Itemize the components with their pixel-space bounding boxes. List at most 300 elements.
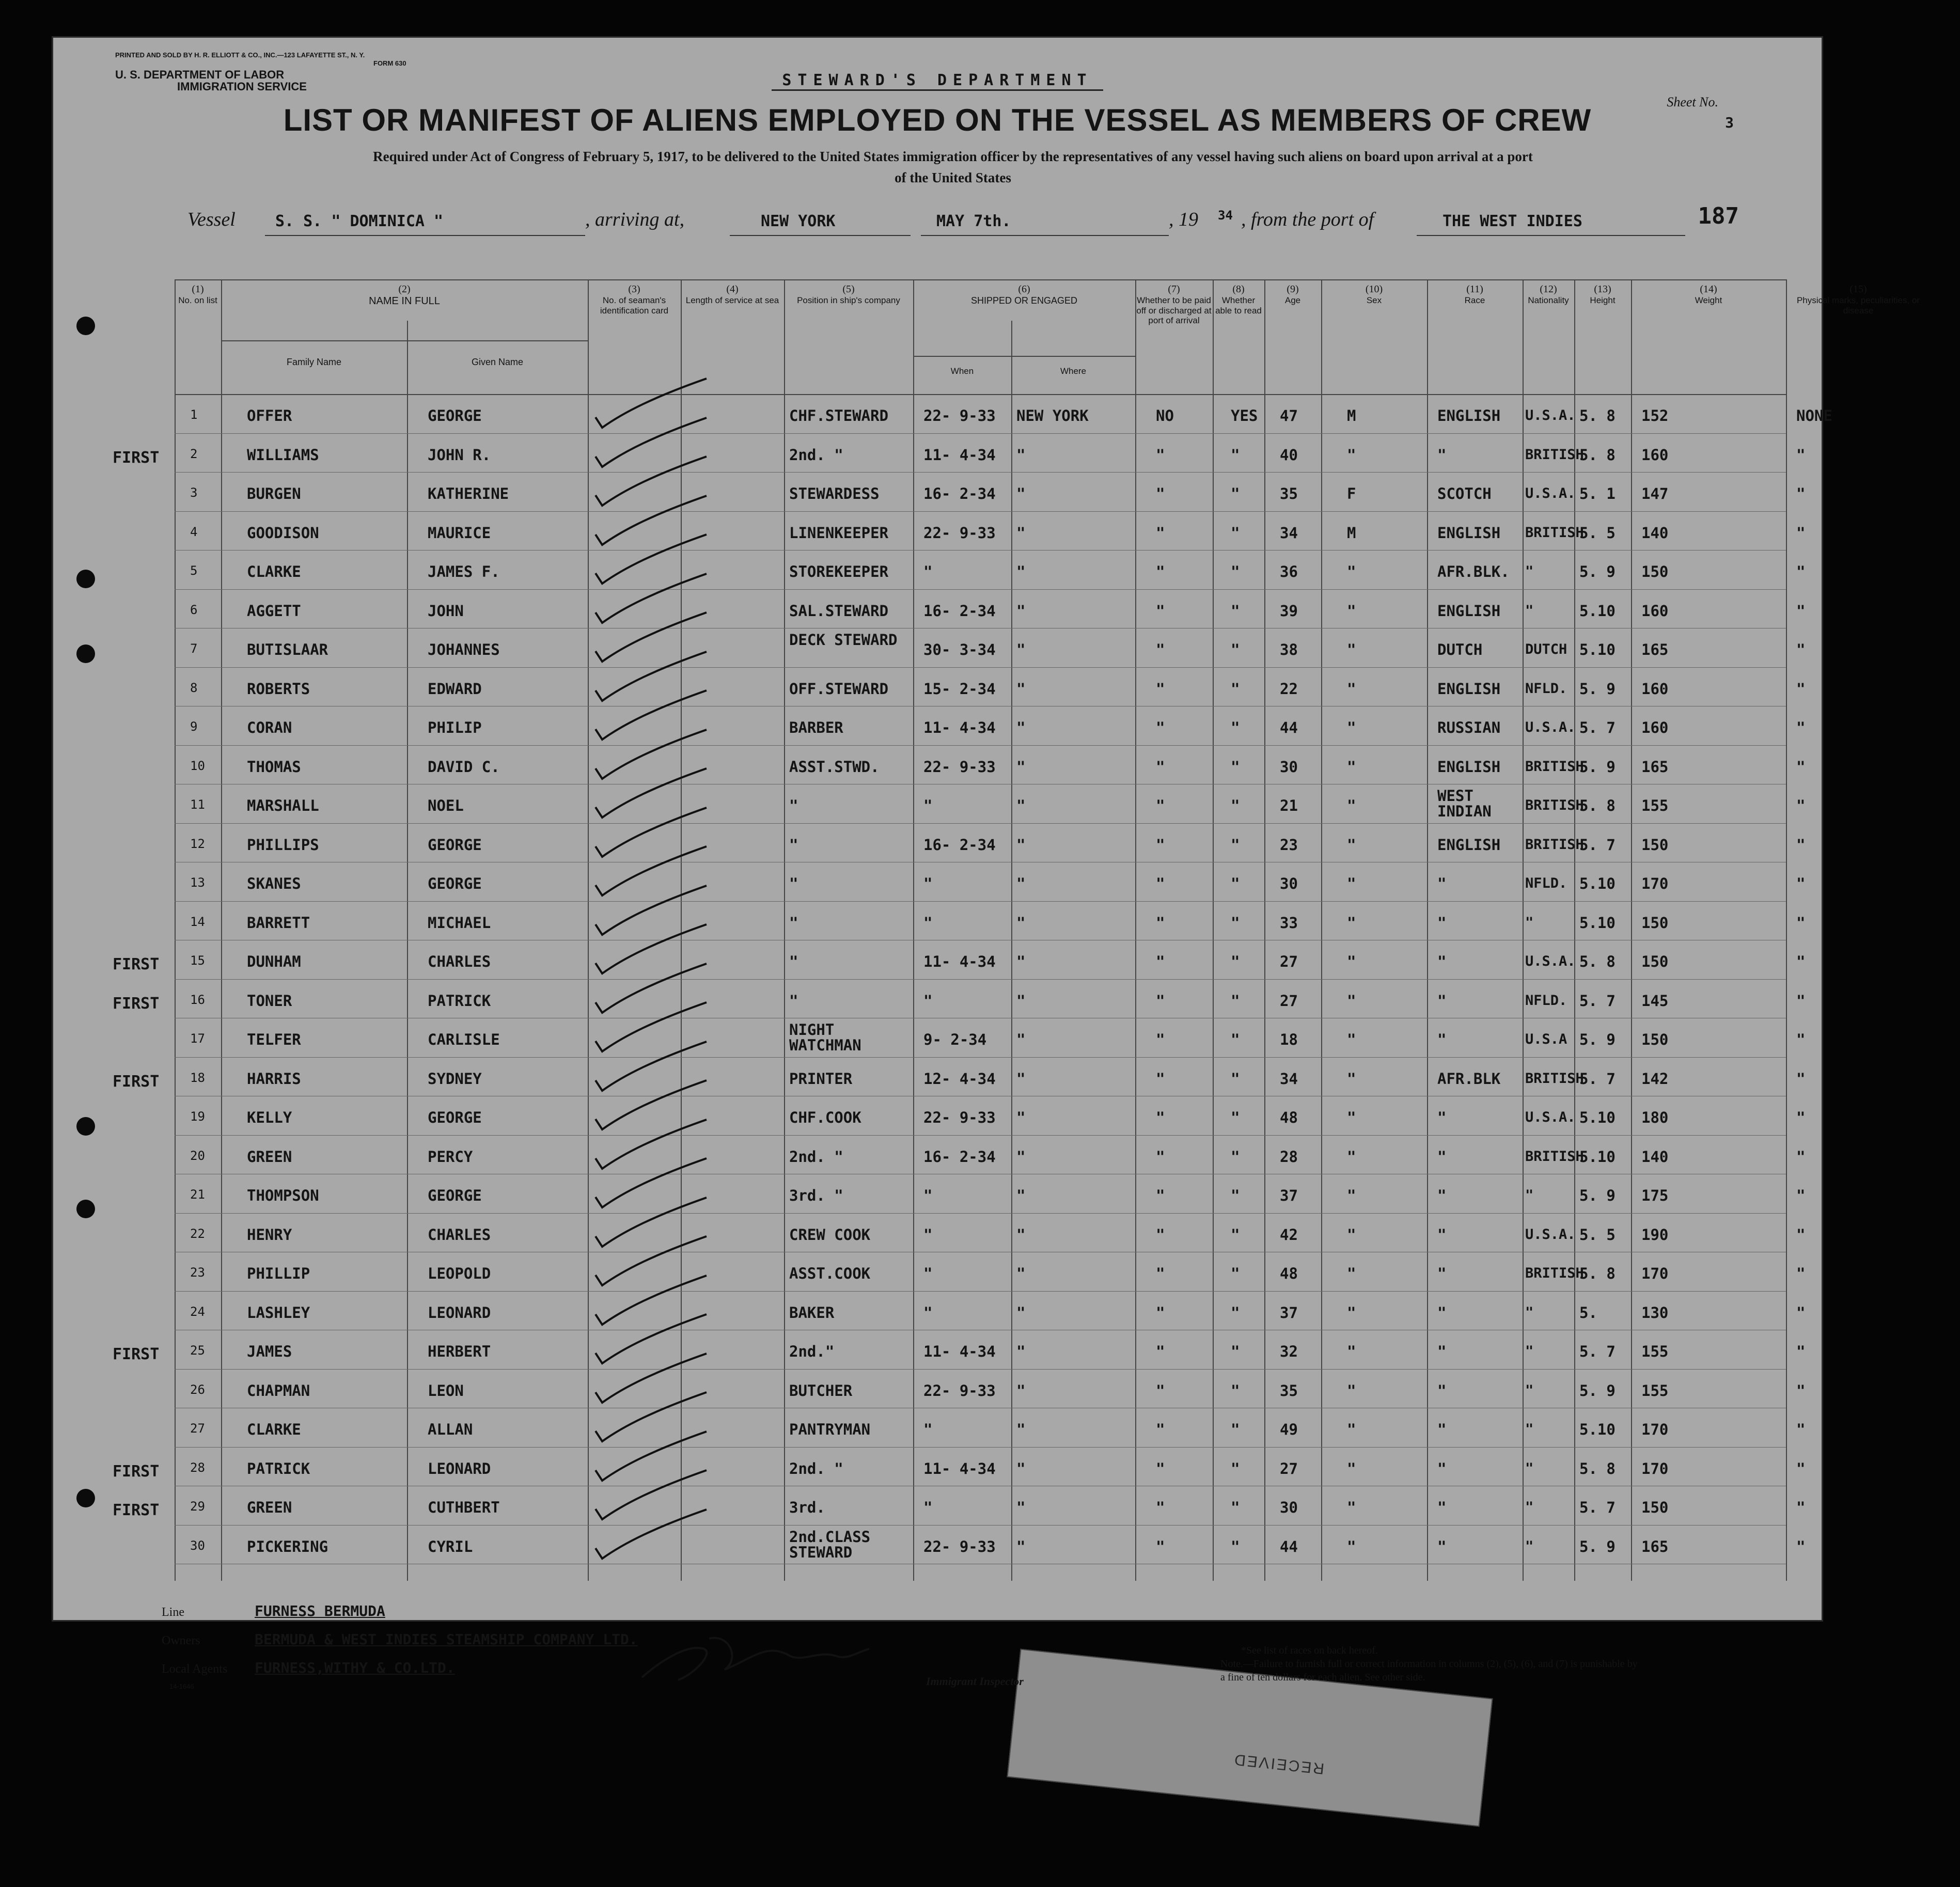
cell-when: 22- 9-33: [923, 1109, 996, 1126]
cell-weight: 147: [1641, 485, 1669, 502]
cell-where: ": [1016, 1459, 1026, 1477]
cell-height: 5. 5: [1579, 524, 1616, 542]
cell-where: ": [1016, 836, 1026, 854]
cell-height: 5. 7: [1579, 836, 1616, 854]
cell-height: 5. 8: [1579, 1265, 1616, 1282]
cell-sex: F: [1347, 485, 1356, 502]
margin-annotation: FIRST: [113, 994, 160, 1013]
cell-paid-off: ": [1156, 1147, 1165, 1166]
cell-paid-off: ": [1156, 758, 1165, 776]
cell-sex: ": [1347, 1381, 1356, 1399]
cell-paid-off: ": [1156, 1109, 1165, 1126]
cell-paid-off: ": [1156, 524, 1165, 542]
cell-nationality: BRITISH: [1525, 1070, 1584, 1087]
cell-given: MAURICE: [428, 524, 491, 542]
cell-family: PHILLIP: [247, 1265, 310, 1282]
arrival-port: NEW YORK: [761, 212, 836, 230]
cell-family: PHILLIPS: [247, 836, 319, 854]
cell-when: 22- 9-33: [923, 1537, 996, 1555]
cell-paid-off: ": [1156, 641, 1165, 658]
cell-family: BUTISLAAR: [247, 641, 328, 658]
cell-nationality: ": [1525, 1538, 1534, 1554]
cell-race: ENGLISH: [1437, 758, 1501, 776]
cell-age: 34: [1280, 1070, 1298, 1088]
cell-age: 35: [1280, 1381, 1298, 1399]
table-row: [175, 550, 1806, 589]
owners-label: Owners: [162, 1634, 200, 1647]
cell-age: 30: [1280, 1499, 1298, 1516]
table-row: [175, 394, 1832, 433]
cell-given: DAVID C.: [428, 758, 500, 776]
cell-nationality: BRITISH: [1525, 1265, 1584, 1281]
cell-height: 5. 9: [1579, 1031, 1616, 1048]
cell-marks: ": [1796, 992, 1806, 1010]
cell-nationality: NFLD.: [1525, 992, 1567, 1009]
cell-race: ": [1437, 992, 1447, 1010]
cell-where: ": [1016, 485, 1026, 502]
header-family-name: Family Name: [286, 357, 341, 367]
cell-race: ": [1437, 1265, 1447, 1282]
table-row: [175, 1135, 1806, 1174]
cell-nationality: NFLD.: [1525, 680, 1567, 697]
header-sex: (10) Sex: [1365, 284, 1383, 305]
cell-read: ": [1231, 680, 1240, 698]
sheet-number: 3: [1725, 114, 1734, 131]
cell-read: ": [1231, 1303, 1240, 1322]
cell-family: THOMAS: [247, 758, 301, 776]
header-paid-off: (7) Whether to be paid off or discharged at port of arrival: [1136, 284, 1212, 326]
cell-read: ": [1231, 446, 1240, 464]
binder-hole: [76, 1117, 95, 1136]
cell-race: DUTCH: [1437, 641, 1483, 658]
cell-position: BARBER: [789, 719, 843, 736]
cell-where: ": [1016, 446, 1026, 464]
crew-table: [113, 279, 1920, 1581]
cell-given: NOEL: [428, 797, 464, 814]
cell-where: ": [1016, 875, 1026, 892]
cell-family: HENRY: [247, 1225, 292, 1244]
cell-given: EDWARD: [428, 680, 482, 698]
cell-no: 20: [190, 1148, 205, 1163]
agency-name: U. S. DEPARTMENT OF LABOR IMMIGRATION SERVICE: [115, 68, 307, 93]
cell-no: 4: [190, 524, 198, 539]
margin-annotation: FIRST: [113, 1345, 160, 1363]
cell-nationality: BRITISH: [1525, 836, 1584, 853]
cell-no: 12: [190, 836, 205, 851]
cell-position: CHF.STEWARD: [789, 407, 889, 424]
cell-position: SAL.STEWARD: [789, 602, 889, 620]
cell-weight: 190: [1641, 1225, 1669, 1244]
cell-where: ": [1016, 641, 1026, 658]
table-row: [175, 1408, 1806, 1447]
cell-marks: ": [1796, 1499, 1806, 1516]
cell-when: ": [923, 992, 933, 1010]
cell-height: 5. 9: [1579, 680, 1616, 698]
cell-paid-off: ": [1156, 1499, 1165, 1516]
cell-family: JAMES: [247, 1343, 292, 1360]
cell-age: 42: [1280, 1225, 1298, 1244]
cell-position: ASST.STWD.: [789, 758, 880, 776]
cell-paid-off: ": [1156, 1187, 1165, 1204]
cell-weight: 170: [1641, 1421, 1669, 1438]
cell-read: ": [1231, 1343, 1240, 1360]
cell-read: ": [1231, 1225, 1240, 1244]
cell-age: 33: [1280, 914, 1298, 932]
cell-weight: 175: [1641, 1187, 1669, 1204]
cell-when: 22- 9-33: [923, 758, 996, 776]
sheet-label: Sheet No.: [1667, 95, 1718, 109]
cell-height: 5.10: [1579, 1109, 1616, 1126]
cell-position: NIGHT WATCHMAN: [789, 1021, 861, 1055]
cell-family: PATRICK: [247, 1459, 310, 1477]
cell-no: 16: [190, 992, 205, 1007]
cell-when: 11- 4-34: [923, 719, 996, 736]
table-row: [175, 706, 1806, 745]
cell-marks: ": [1796, 1031, 1806, 1048]
cell-when: 11- 4-34: [923, 1343, 996, 1360]
table-row: [113, 1486, 1806, 1525]
cell-race: ": [1437, 914, 1447, 932]
cell-no: 29: [190, 1499, 205, 1514]
binder-hole: [76, 1489, 95, 1507]
cell-marks: ": [1796, 1343, 1806, 1360]
cell-weight: 150: [1641, 1031, 1669, 1048]
binder-hole: [76, 644, 95, 663]
table-row: [113, 979, 1806, 1018]
table-row: [113, 1057, 1806, 1096]
cell-weight: 160: [1641, 446, 1669, 464]
table-row: [175, 667, 1806, 706]
cell-given: GEORGE: [428, 875, 482, 892]
cell-age: 28: [1280, 1147, 1298, 1166]
cell-when: ": [923, 563, 933, 580]
cell-weight: 140: [1641, 1147, 1669, 1166]
cell-where: ": [1016, 1109, 1026, 1126]
cell-given: CYRIL: [428, 1537, 473, 1555]
cell-height: 5. 8: [1579, 953, 1616, 970]
cell-no: 11: [190, 797, 205, 812]
cell-race: SCOTCH: [1437, 485, 1492, 502]
cell-weight: 150: [1641, 914, 1669, 932]
cell-age: 37: [1280, 1187, 1298, 1204]
printer-note: PRINTED AND SOLD BY H. R. ELLIOTT & CO., INC.—123 LAFAYETTE ST., N. Y. FORM 630: [115, 51, 406, 67]
check-mark-icon: [593, 1507, 712, 1564]
cell-weight: 170: [1641, 875, 1669, 892]
cell-no: 23: [190, 1265, 205, 1280]
table-row: [113, 433, 1806, 473]
cell-read: ": [1231, 1381, 1240, 1399]
cell-marks: ": [1796, 602, 1806, 620]
cell-read: ": [1231, 719, 1240, 736]
cell-where: ": [1016, 1265, 1026, 1282]
table-row: [113, 1330, 1806, 1369]
cell-age: 37: [1280, 1303, 1298, 1322]
cell-no: 5: [190, 563, 198, 578]
cell-when: ": [923, 1303, 933, 1322]
cell-family: TELFER: [247, 1031, 301, 1048]
cell-paid-off: ": [1156, 1265, 1165, 1282]
cell-sex: ": [1347, 563, 1356, 580]
cell-weight: 152: [1641, 407, 1669, 424]
cell-given: CHARLES: [428, 1225, 491, 1244]
cell-sex: ": [1347, 680, 1356, 698]
cell-position: CREW COOK: [789, 1225, 871, 1244]
cell-when: 22- 9-33: [923, 524, 996, 542]
margin-annotation: FIRST: [113, 1462, 160, 1481]
header-able-to-read: (8) Whether able to read: [1215, 284, 1262, 316]
cell-paid-off: NO: [1156, 407, 1174, 424]
cell-read: ": [1231, 914, 1240, 932]
cell-height: 5. 8: [1579, 446, 1616, 464]
cell-when: 16- 2-34: [923, 602, 996, 620]
cell-age: 34: [1280, 524, 1298, 542]
cell-where: ": [1016, 914, 1026, 932]
cell-family: DUNHAM: [247, 953, 301, 970]
cell-family: BARRETT: [247, 914, 310, 932]
cell-paid-off: ": [1156, 1421, 1165, 1438]
cell-no: 9: [190, 719, 198, 734]
cell-sex: ": [1347, 1459, 1356, 1477]
cell-read: ": [1231, 1031, 1240, 1048]
manifest-sheet: [52, 36, 1920, 1690]
binder-hole: [76, 1200, 95, 1218]
cell-paid-off: ": [1156, 563, 1165, 580]
header-given-name: Given Name: [471, 357, 524, 367]
cell-paid-off: ": [1156, 992, 1165, 1010]
page-number: 187: [1698, 203, 1739, 229]
cell-nationality: U.S.A.: [1525, 953, 1576, 969]
cell-given: MICHAEL: [428, 914, 491, 932]
cell-height: 5. 8: [1579, 1459, 1616, 1477]
table-row: [175, 589, 1806, 628]
cell-sex: ": [1347, 992, 1356, 1010]
cell-where: ": [1016, 719, 1026, 736]
cell-given: CHARLES: [428, 953, 491, 970]
cell-marks: ": [1796, 1381, 1806, 1399]
cell-weight: 142: [1641, 1070, 1669, 1088]
cell-given: SYDNEY: [428, 1070, 482, 1088]
margin-annotation: FIRST: [113, 955, 160, 973]
cell-race: ENGLISH: [1437, 602, 1501, 620]
cell-height: 5.: [1579, 1303, 1597, 1322]
cell-marks: ": [1796, 563, 1806, 580]
cell-position: ASST.COOK: [789, 1265, 871, 1282]
cell-family: OFFER: [247, 407, 292, 424]
cell-no: 19: [190, 1109, 205, 1124]
cell-nationality: NFLD.: [1525, 875, 1567, 891]
table-row: [175, 628, 1806, 667]
cell-marks: ": [1796, 1421, 1806, 1438]
cell-marks: ": [1796, 914, 1806, 932]
cell-given: PHILIP: [428, 719, 482, 736]
cell-nationality: U.S.A.: [1525, 407, 1576, 423]
cell-race: ENGLISH: [1437, 680, 1501, 698]
cell-given: PATRICK: [428, 992, 491, 1010]
cell-family: CORAN: [247, 719, 292, 736]
cell-read: ": [1231, 1459, 1240, 1477]
line-label: Line: [162, 1606, 184, 1619]
vessel-label: Vessel: [187, 209, 236, 230]
cell-marks: ": [1796, 953, 1806, 970]
cell-read: ": [1231, 1147, 1240, 1166]
cell-position: STOREKEEPER: [789, 563, 889, 580]
cell-nationality: ": [1525, 563, 1534, 579]
table-row: [175, 1291, 1806, 1330]
cell-age: 27: [1280, 953, 1298, 970]
cell-read: ": [1231, 1187, 1240, 1204]
cell-marks: ": [1796, 1225, 1806, 1244]
cell-where: ": [1016, 524, 1026, 542]
cell-weight: 155: [1641, 1381, 1669, 1399]
cell-race: ENGLISH: [1437, 407, 1501, 424]
table-row: [175, 1252, 1806, 1291]
table-row: [175, 823, 1806, 862]
cell-age: 30: [1280, 875, 1298, 892]
cell-nationality: DUTCH: [1525, 641, 1567, 657]
cell-family: AGGETT: [247, 602, 301, 620]
cell-read: ": [1231, 992, 1240, 1010]
cell-family: CLARKE: [247, 563, 301, 580]
cell-where: ": [1016, 1225, 1026, 1244]
cell-when: 11- 4-34: [923, 446, 996, 464]
cell-nationality: ": [1525, 1343, 1534, 1359]
cell-where: ": [1016, 602, 1026, 620]
cell-no: 15: [190, 953, 205, 968]
cell-marks: ": [1796, 758, 1806, 776]
cell-read: ": [1231, 1265, 1240, 1282]
cell-when: 11- 4-34: [923, 953, 996, 970]
cell-sex: ": [1347, 719, 1356, 736]
cell-no: 30: [190, 1538, 205, 1553]
cell-family: GOODISON: [247, 524, 319, 542]
cell-age: 22: [1280, 680, 1298, 698]
cell-sex: ": [1347, 1421, 1356, 1438]
cell-nationality: ": [1525, 1499, 1534, 1515]
cell-read: ": [1231, 758, 1240, 776]
cell-age: 44: [1280, 1537, 1298, 1555]
cell-sex: ": [1347, 1537, 1356, 1555]
cell-height: 5. 9: [1579, 1537, 1616, 1555]
header-shipped-engaged: (6) SHIPPED OR ENGAGED: [970, 284, 1078, 306]
cell-nationality: BRITISH: [1525, 797, 1584, 813]
cell-where: ": [1016, 953, 1026, 970]
cell-position: ": [789, 953, 798, 970]
cell-paid-off: ": [1156, 1343, 1165, 1360]
header-when: When: [950, 366, 974, 376]
header-race: (11) Race: [1464, 284, 1485, 305]
cell-height: 5. 7: [1579, 1070, 1616, 1088]
cell-paid-off: ": [1156, 680, 1165, 698]
cell-age: 49: [1280, 1421, 1298, 1438]
cell-age: 32: [1280, 1343, 1298, 1360]
cell-weight: 165: [1641, 758, 1669, 776]
cell-age: 36: [1280, 563, 1298, 580]
cell-position: BAKER: [789, 1303, 835, 1322]
cell-when: 22- 9-33: [923, 407, 996, 424]
cell-height: 5. 8: [1579, 407, 1616, 424]
cell-given: LEOPOLD: [428, 1265, 491, 1282]
cell-height: 5.10: [1579, 1421, 1616, 1438]
cell-when: ": [923, 914, 933, 932]
cell-read: ": [1231, 836, 1240, 854]
cell-weight: 150: [1641, 953, 1669, 970]
cell-family: TONER: [247, 992, 292, 1010]
cell-sex: ": [1347, 1303, 1356, 1322]
penalty-note: *See list of races on back hereof. Note.—Failure to furnish full or correct information in columns (2), (5), (6), and (7) is punishable by a fine of ten dollars for each alien. See other side.: [1220, 1645, 1638, 1683]
cell-where: ": [1016, 1187, 1026, 1204]
cell-sex: ": [1347, 1187, 1356, 1204]
agents-value: FURNESS,WITHY & CO.LTD.: [255, 1659, 455, 1676]
binder-hole: [76, 317, 95, 335]
cell-marks: ": [1796, 797, 1806, 814]
cell-family: CLARKE: [247, 1421, 301, 1438]
cell-marks: ": [1796, 1265, 1806, 1282]
cell-weight: 160: [1641, 680, 1669, 698]
cell-family: KELLY: [247, 1109, 292, 1126]
cell-no: 6: [190, 602, 198, 617]
department-heading: STEWARD'S DEPARTMENT: [53, 71, 1822, 89]
cell-weight: 130: [1641, 1303, 1669, 1322]
cell-family: ROBERTS: [247, 680, 310, 698]
cell-height: 5. 7: [1579, 719, 1616, 736]
cell-paid-off: ": [1156, 719, 1165, 736]
cell-height: 5. 9: [1579, 1381, 1616, 1399]
cell-race: WEST INDIAN: [1437, 787, 1492, 821]
cell-family: MARSHALL: [247, 797, 319, 814]
cell-height: 5.10: [1579, 914, 1616, 932]
cell-age: 18: [1280, 1031, 1298, 1048]
header-length-service: (4) Length of service at sea: [685, 284, 779, 305]
cell-race: ": [1437, 1147, 1447, 1166]
cell-paid-off: ": [1156, 1537, 1165, 1555]
cell-given: GEORGE: [428, 836, 482, 854]
cell-age: 44: [1280, 719, 1298, 736]
cell-position: ": [789, 836, 798, 854]
cell-position: CHF.COOK: [789, 1109, 861, 1126]
cell-sex: ": [1347, 446, 1356, 464]
cell-family: PICKERING: [247, 1537, 328, 1555]
cell-paid-off: ": [1156, 1031, 1165, 1048]
cell-no: 10: [190, 758, 205, 773]
cell-race: ": [1437, 1421, 1447, 1438]
cell-when: 22- 9-33: [923, 1381, 996, 1399]
cell-where: ": [1016, 992, 1026, 1010]
table-row: [175, 745, 1806, 784]
cell-when: 16- 2-34: [923, 836, 996, 854]
cell-given: LEON: [428, 1381, 464, 1399]
header-age: (9) Age: [1284, 284, 1301, 305]
cell-sex: ": [1347, 836, 1356, 854]
cell-position: 3rd.: [789, 1499, 825, 1516]
cell-given: JOHN R.: [428, 446, 491, 464]
cell-position: OFF.STEWARD: [789, 680, 889, 698]
cell-read: ": [1231, 875, 1240, 892]
cell-height: 5. 9: [1579, 758, 1616, 776]
cell-weight: 165: [1641, 641, 1669, 658]
cell-sex: ": [1347, 1070, 1356, 1088]
cell-family: WILLIAMS: [247, 446, 319, 464]
cell-no: 14: [190, 914, 205, 929]
cell-position: ": [789, 992, 798, 1010]
table-row: [175, 1369, 1806, 1408]
arrival-date: MAY 7th.: [936, 212, 1011, 230]
cell-race: ": [1437, 1499, 1447, 1516]
cell-family: GREEN: [247, 1147, 292, 1166]
cell-age: 48: [1280, 1109, 1298, 1126]
cell-where: ": [1016, 1421, 1026, 1438]
cell-when: ": [923, 875, 933, 892]
cell-marks: ": [1796, 1537, 1806, 1555]
